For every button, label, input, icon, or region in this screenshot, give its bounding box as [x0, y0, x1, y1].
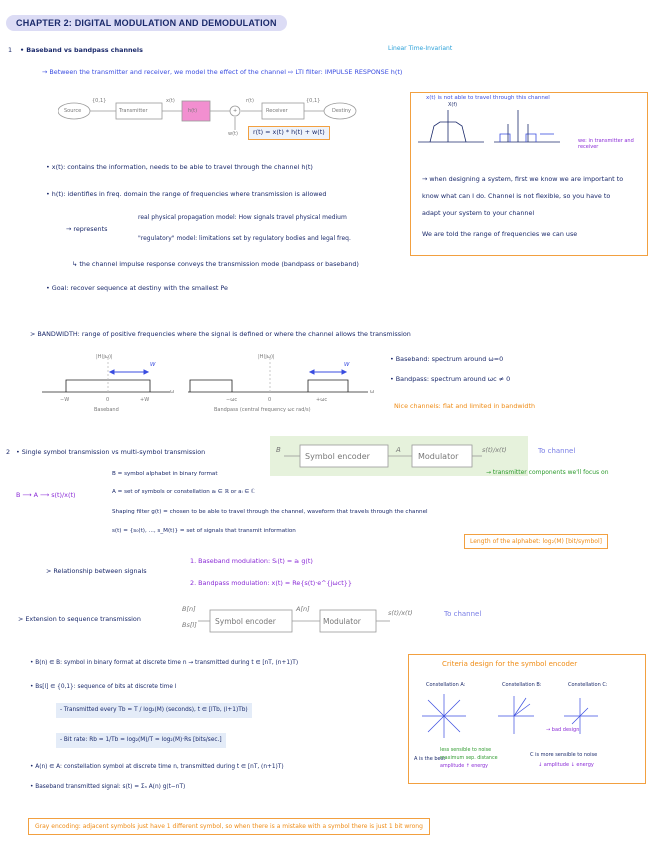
transmitter-label: Transmitter [119, 108, 148, 114]
destiny-label: Destiny [332, 108, 352, 114]
relationship-title: > Relationship between signals [46, 567, 147, 575]
chapter-title: CHAPTER 2: DIGITAL MODULATION AND DEMODULATION [6, 15, 287, 31]
baseband-caption: Baseband [94, 407, 119, 413]
seq-encoder-label: Symbol encoder [215, 617, 276, 626]
section2-title: • Single symbol transmission vs multi-symbol transmission [16, 448, 206, 456]
section1-number: 1 [8, 46, 13, 54]
alphabet-length-box: Length of the alphabet: log₂(M) [bit/symbol] [464, 534, 608, 549]
seq-output-label: s(t)/x(t) [388, 609, 413, 617]
wt-label: w(t) [228, 131, 238, 137]
def-a: A = set of symbols or constellation aᵢ ∈ ℝ or aᵢ ∈ ℂ [112, 489, 255, 495]
receiver-label: Receiver [266, 108, 288, 114]
note-box-title: x(t) is not able to travel through this channel [426, 95, 550, 101]
gray-encoding-box: Gray encoding: adjacent symbols just have 1 different symbol, so when there is a mistake with a symbol there is just 1 bit wrong [28, 818, 430, 835]
xt-label: x(t) [166, 98, 175, 104]
spectrum-sketch [414, 104, 564, 156]
output-label: s(t)/x(t) [482, 446, 507, 454]
source-label: Source [64, 108, 82, 114]
bandwidth-definition: > BANDWIDTH: range of positive frequencies where the signal is defined or where the channel allows the transmission [30, 330, 411, 338]
real-model: real physical propagation model: How signals travel physical medium [138, 214, 347, 221]
rt-label: r(t) [246, 98, 254, 104]
constellation-b-label: Constellation B: [502, 682, 542, 688]
lti-note: Linear Time-Invariant [388, 45, 453, 52]
c-note-1: C is more sensible to noise [530, 752, 598, 758]
bandpass-note: • Bandpass: spectrum around ωc ≠ 0 [390, 375, 511, 383]
c-note-2: ↓ amplitude ↓ energy [538, 762, 594, 768]
an-label: A[n] [296, 605, 310, 613]
note-text-4: We are told the range of frequencies we can use [422, 230, 578, 238]
plus-w: +W [140, 397, 150, 403]
plus-label: + [233, 108, 238, 114]
bandpass-modulation: 2. Bandpass modulation: x(t) = Re{s(t)·e^{jωct}} [190, 579, 352, 587]
w-bandpass: W [344, 362, 350, 368]
a-note-1: less sensible to noise [440, 748, 492, 753]
minus-w: −W [60, 397, 70, 403]
a-note-2: maximum sep. distance [440, 756, 498, 761]
channel-equation: r(t) = x(t) * h(t) + w(t) [248, 126, 330, 140]
seq-modulator-label: Modulator [323, 617, 361, 626]
def-rb: - Bit rate: Rb = 1/Tb = log₂(M)/T = log₂(M)·Rs [bits/sec.] [56, 733, 226, 748]
plus-wc: +ωc [316, 397, 328, 403]
bullet-x: • x(t): contains the information, needs to be able to travel through the channel h(t) [46, 163, 313, 171]
w-baseband: W [150, 362, 156, 368]
channel-intro: → Between the transmitter and receiver, we model the effect of the channel ⇨ LTI filter: IMPULSE RESPONSE h(t) [42, 68, 403, 76]
a-label: A [396, 446, 401, 454]
ht-label: h(t) [188, 108, 198, 114]
bullet-h: • h(t): identifies in freq. domain the range of frequencies where transmission is allowed [46, 190, 327, 198]
note-box-legend: we: in transmitter and receiver [578, 138, 634, 150]
bandwidth-sketch [40, 352, 380, 414]
hjw-baseband: |H(jω)| [96, 354, 113, 360]
minus-wc: −ωc [226, 397, 238, 403]
def-s: s(t) = {s₀(t), ..., s_M(t)} = set of signals that transmit information [112, 528, 296, 534]
def-b: B = symbol alphabet in binary format [112, 471, 218, 477]
section2-number: 2 [6, 448, 11, 456]
constellation-c-label: Constellation C: [568, 682, 608, 688]
def-bn: • B(n) ∈ B: symbol in binary format at discrete time n → transmitted during t ∈ [nT, (n+1)T) [30, 660, 299, 666]
section1-title: • Baseband vs bandpass channels [20, 46, 143, 54]
note-text-2: know what can I do. Channel is not flexible, so you have to [422, 192, 611, 200]
def-baseband-signal: • Baseband transmitted signal: s(t) = Σₙ A(n) g(t−nT) [30, 784, 186, 790]
def-tb: - Transmitted every Tb = T / log₂(M) (seconds), t ∈ [lTb, (l+1)Tb) [56, 703, 252, 718]
omega-bandpass: ω [370, 389, 375, 395]
baseband-note: • Baseband: spectrum around ω=0 [390, 355, 504, 363]
note-text-1: → when designing a system, first we know we are important to [422, 175, 624, 183]
def-an: • A(n) ∈ A: constellation symbol at discrete time n, transmitted during t ∈ [nT, (n+1)T) [30, 764, 284, 770]
symbol-encoder-label: Symbol encoder [305, 452, 370, 461]
to-channel-label: To channel [538, 447, 576, 455]
zero-baseband: 0 [106, 397, 110, 403]
b-a-s-mapping: B ⟶ A ⟶ s(t)/x(t) [16, 491, 76, 499]
regulatory-model: "regulatory" model: limitations set by regulatory bodies and legal freq. [138, 235, 351, 242]
baseband-modulation: 1. Baseband modulation: Sᵢ(t) = aᵢ g(t) [190, 557, 313, 565]
def-bsl: • Bs[l] ∈ {0,1}: sequence of bits at discrete time l [30, 684, 177, 690]
transmitter-components-note: → transmitter components we'll focus on [486, 469, 609, 476]
bn-label: B[n] [182, 605, 196, 613]
a-note-3: amplitude ↑ energy [440, 764, 489, 769]
bandpass-caption: Bandpass (central frequency ωc rad/s) [214, 407, 311, 413]
def-g: Shaping filter g(t) = chosen to be able to travel through the channel, waveform that travels through the channel [112, 509, 428, 515]
bsl-label: Bs[l] [182, 621, 197, 629]
bad-design-note: → bad design [546, 727, 580, 733]
b-input-label: B [276, 446, 281, 454]
hjw-bandpass: |H(jω)| [258, 354, 275, 360]
represents-label: → represents [66, 225, 108, 233]
modulator-label: Modulator [418, 452, 459, 461]
note-text-3: adapt your system to your channel [422, 209, 535, 217]
impulse-note: ↳ the channel impulse response conveys the transmission mode (bandpass or baseband) [72, 260, 359, 268]
zero-bandpass: 0 [268, 397, 272, 403]
bits-a: {0,1} [92, 98, 107, 104]
extension-title: > Extension to sequence transmission [18, 615, 141, 623]
xf-label: X(f) [448, 102, 458, 108]
nice-channels-note: Nice channels: flat and limited in bandwidth [394, 402, 535, 410]
criteria-title: Criteria design for the symbol encoder [442, 660, 578, 668]
bits-b: {0,1} [306, 98, 321, 104]
seq-to-channel: To channel [444, 610, 482, 618]
goal-bullet: • Goal: recover sequence at destiny with the smallest Pe [46, 284, 228, 292]
omega-baseband: ω [170, 389, 175, 395]
constellations-sketch [414, 690, 640, 744]
a-best-note: A is the best [414, 756, 446, 762]
constellation-a-label: Constellation A: [426, 682, 466, 688]
